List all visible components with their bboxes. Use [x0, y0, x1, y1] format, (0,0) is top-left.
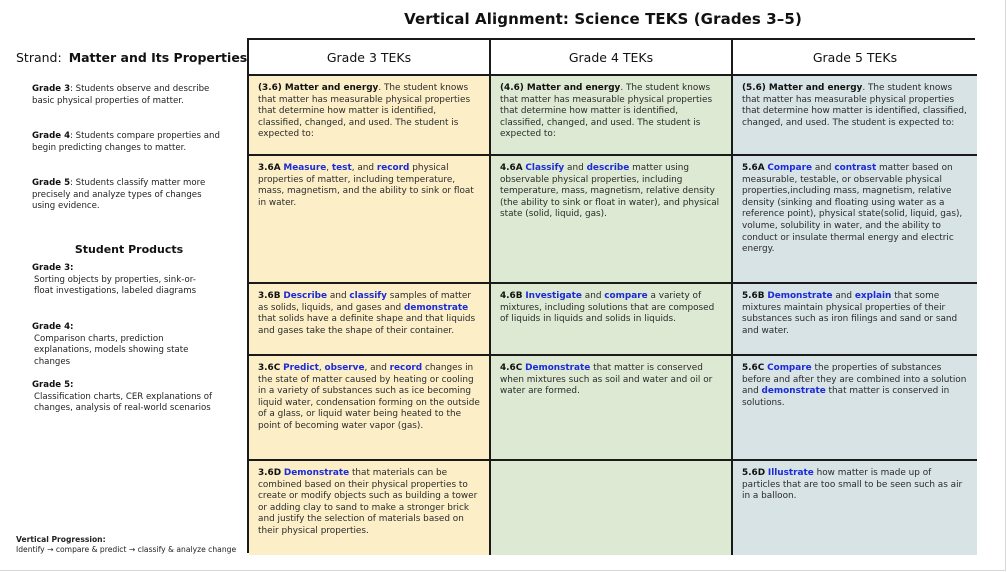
teks-3-6d: 3.6D Demonstrate that materials can be combined based on their physical properties to create or modify objects such as building a tower or adding clay to sand to make a stronger brick and justify the selection of materials based on their physical properties.	[249, 461, 491, 555]
teks-5-6b: 5.6B Demonstrate and explain that some mixtures maintain physical properties of their substances such as iron filings and sand or sand and water.	[733, 284, 977, 356]
teks-5-6c: 5.6C Compare the properties of substances before and after they are combined into a solution and demonstrate that matter is conserved in solutions.	[733, 356, 977, 461]
grade-summary-5: Grade 5: Students classify matter more precisely and analyze types of changes using evidence.	[32, 178, 206, 211]
header-grade-4: Grade 4 TEKs	[491, 40, 733, 76]
strand-name: Matter and Its Properties	[68, 50, 248, 65]
teks-5-6a: 5.6A Compare and contrast matter based on measurable, testable, or observable physical properties,including mass, magnetism, relative density (sinking and floating using water as a reference point), physical state(solid, liquid, gas), volume, solubility in water, and the ability to conduct or insulate thermal energy and electric energy.	[733, 156, 977, 284]
teks-4-6a: 4.6A Classify and describe matter using observable physical properties, including temperature, mass, magnetism, relative density (the ability to sink or float in water), and physical state (solid, liquid, gas).	[491, 156, 733, 284]
product-grade-3: Grade 3: Sorting objects by properties, sink-or-float investigations, labeled diagrams	[32, 263, 197, 296]
product-grade-4: Grade 4: Comparison charts, prediction explanations, models showing state changes	[32, 322, 189, 367]
teks-5-6d: 5.6D Illustrate how matter is made up of particles that are too small to be seen such as air in a balloon.	[733, 461, 977, 555]
product-grade-5: Grade 5: Classification charts, CER explanations of changes, analysis of real-world scenarios	[32, 380, 213, 413]
teks-3-6b: 3.6B Describe and classify samples of matter as solids, liquids, and gases and demonstrate that solids have a definite shape and that liquids and gases take the shape of their container.	[249, 284, 491, 356]
strand-heading	[16, 50, 248, 65]
teks-4-empty	[491, 461, 733, 555]
teks-table	[247, 38, 975, 553]
grade-summary-4: Grade 4: Students compare properties and begin predicting changes to matter.	[32, 131, 220, 153]
teks-4-6b: 4.6B Investigate and compare a variety of mixtures, including solutions that are composed of liquids in liquids and solids in liquids.	[491, 284, 733, 356]
teks-4-6c: 4.6C Demonstrate that matter is conserved when mixtures such as soil and water and oil or water are formed.	[491, 356, 733, 461]
header-grade-3: Grade 3 TEKs	[249, 40, 491, 76]
teks-3-6c: 3.6C Predict, observe, and record changes in the state of matter caused by heating or cooling in a variety of substances such as ice becoming liquid water, condensation forming on the outside of a glass, or liquid water being heated to the point of becoming water vapor (gas).	[249, 356, 491, 461]
header-grade-5: Grade 5 TEKs	[733, 40, 977, 76]
intro-grade-3: (3.6) Matter and energy. The student knows that matter has measurable physical properties that determine how matter is identified, classified, changed, and used. The student is expected to:	[249, 76, 491, 156]
page-title: Vertical Alignment: Science TEKS (Grades 3–5)	[404, 10, 802, 28]
grade-summary-3: Grade 3: Students observe and describe basic physical properties of matter.	[32, 84, 210, 106]
vertical-progression: Vertical Progression: Identify → compare & predict → classify & analyze change	[16, 535, 237, 554]
teks-3-6a: 3.6A Measure, test, and record physical properties of matter, including temperature, mass, magnetism, and the ability to sink or float in water.	[249, 156, 491, 284]
intro-grade-4: (4.6) Matter and energy. The student knows that matter has measurable physical properties that determine how matter is identified, classified, changed, and used. The student is expected to:	[491, 76, 733, 156]
student-products-title: Student Products	[74, 243, 184, 256]
intro-grade-5: (5.6) Matter and energy. The student knows that matter has measurable physical properties that determine how matter is identified, classified, changed, and used. The student is expected to:	[733, 76, 977, 156]
strand-prefix: Strand:	[16, 50, 62, 65]
